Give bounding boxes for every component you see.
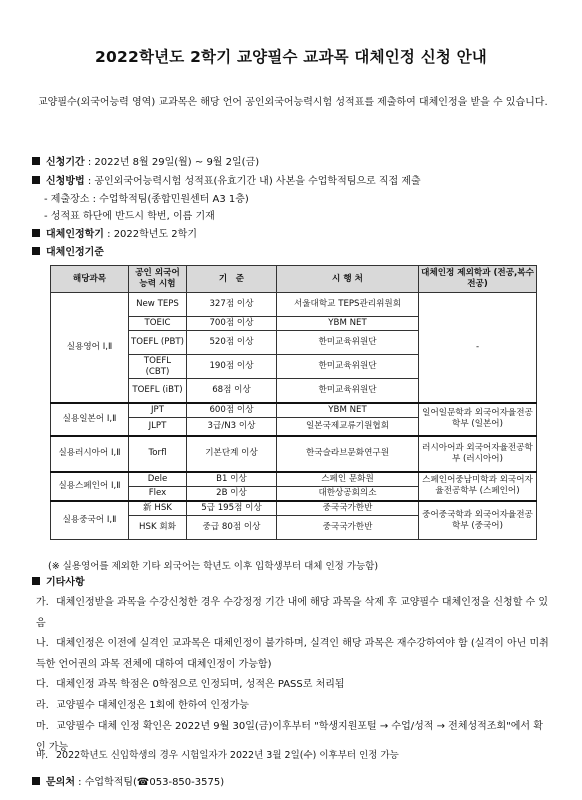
item-text: 대체인정은 이전에 실격인 교과목은 대체인정이 불가하며, 실격인 해당 과목은 재수강하여야 함 (실격이 아닌 미취득한 언어권의 과목 전체에 대하여 대체인정이 가능함) <box>36 638 549 670</box>
table-footnote: (※ 실용영어를 제외한 기타 외국어는 학년도 이후 입학생부터 대체 인정 가능함) <box>48 561 379 572</box>
item-mark: 가. <box>36 597 49 608</box>
standard-cell: 600점 이상 <box>187 403 277 418</box>
standard-cell: 520점 이상 <box>187 331 277 355</box>
org-cell: 중국국가한반 <box>277 516 419 540</box>
exam-cell: JLPT <box>129 418 187 436</box>
square-bullet-icon <box>32 176 40 184</box>
subject-russian: 실용러시아어 Ⅰ,Ⅱ <box>51 436 129 472</box>
table-row <box>51 403 537 418</box>
standard-cell: 68점 이상 <box>187 379 277 404</box>
subject-spanish: 실용스페인어 Ⅰ,Ⅱ <box>51 472 129 502</box>
excluded-english: - <box>419 293 537 404</box>
standard-cell: 2B 이상 <box>187 486 277 501</box>
etc-label: 기타사항 <box>46 577 85 588</box>
contact-value: : 수업학적팀(☎053-850-3575) <box>74 777 225 788</box>
org-cell: YBM NET <box>277 403 419 418</box>
table-row <box>51 293 537 317</box>
submit-place: - 제출장소 : 수업학적팀(종합민원센터 A3 1층) <box>44 194 249 205</box>
list-item <box>36 695 552 716</box>
name-note: - 성적표 하단에 반드시 학번, 이름 기재 <box>44 211 215 222</box>
standard-cell: 5급 195점 이상 <box>187 501 277 516</box>
exam-cell: Torfl <box>129 436 187 472</box>
header-subject: 해당과목 <box>51 266 129 293</box>
table-row <box>51 501 537 516</box>
standard-cell: 190점 이상 <box>187 355 277 379</box>
section-contact <box>32 775 224 791</box>
org-cell: 스페인 문화원 <box>277 472 419 487</box>
standard-cell: 327점 이상 <box>187 293 277 317</box>
exam-cell: TOEFL (PBT) <box>129 331 187 355</box>
standard-cell: 기본단계 이상 <box>187 436 277 472</box>
standard-cell: 3급/N3 이상 <box>187 418 277 436</box>
excluded-spanish: 스페인어중남미학과 외국어자율전공학부 (스페인어) <box>419 472 537 502</box>
section-etc <box>32 575 85 591</box>
item-text: 대체인정 과목 학점은 0학점으로 인정되며, 성적은 PASS로 처리됨 <box>56 679 345 690</box>
org-cell: YBM NET <box>277 317 419 331</box>
contact-label: 문의처 <box>46 777 75 788</box>
header-org: 시 행 처 <box>277 266 419 293</box>
section-semester <box>32 227 197 243</box>
org-cell: 일본국제교류기원협회 <box>277 418 419 436</box>
method-value: : 공인외국어능력시험 성적표(유효기간 내) 사본을 수업학적팀으로 직접 제출 <box>84 176 421 187</box>
header-exam: 공인 외국어 능력 시험 <box>129 266 187 293</box>
exam-cell: TOEFL (CBT) <box>129 355 187 379</box>
excluded-russian: 러시아어과 외국어자율전공학부 (러시아어) <box>419 436 537 472</box>
exam-cell: 新 HSK <box>129 501 187 516</box>
section-criteria <box>32 245 104 261</box>
item-mark: 바. <box>36 750 49 761</box>
org-cell: 한미교육위원단 <box>277 355 419 379</box>
square-bullet-icon <box>32 777 40 785</box>
section-period <box>32 155 259 171</box>
square-bullet-icon <box>32 157 40 165</box>
semester-value: : 2022학년도 2학기 <box>103 229 197 240</box>
exam-cell: Dele <box>129 472 187 487</box>
exam-cell: JPT <box>129 403 187 418</box>
org-cell: 한미교육위원단 <box>277 331 419 355</box>
list-item <box>36 674 552 695</box>
standard-cell: 중급 80점 이상 <box>187 516 277 540</box>
item-mark: 마. <box>36 721 49 732</box>
table-header-row <box>51 266 537 293</box>
standard-cell: 700점 이상 <box>187 317 277 331</box>
item-mark: 다. <box>36 679 49 690</box>
list-item <box>36 745 552 766</box>
period-label: 신청기간 <box>46 157 85 168</box>
item-text: 2022학년도 신입학생의 경우 시험일자가 2022년 3월 2일(수) 이후부터 인정 가능 <box>56 750 399 761</box>
item-text: 교양필수 대체인정은 1회에 한하여 인정가능 <box>56 700 249 711</box>
item-mark: 라. <box>36 700 49 711</box>
org-cell: 한국슬라브문화연구원 <box>277 436 419 472</box>
org-cell: 중국국가한반 <box>277 501 419 516</box>
subject-japanese: 실용일본어 Ⅰ,Ⅱ <box>51 403 129 436</box>
header-standard: 기 준 <box>187 266 277 293</box>
intro-paragraph: 교양필수(외국어능력 영역) 교과목은 해당 언어 공인외국어능력시험 성적표를 제출하여 대체인정을 받을 수 있습니다. <box>38 97 548 108</box>
table-row <box>51 472 537 487</box>
square-bullet-icon <box>32 577 40 585</box>
criteria-label: 대체인정기준 <box>46 247 104 258</box>
header-excluded: 대체인정 제외학과 (전공,복수전공) <box>419 266 537 293</box>
org-cell: 한미교육위원단 <box>277 379 419 404</box>
method-label: 신청방법 <box>46 176 85 187</box>
subject-english: 실용영어 Ⅰ,Ⅱ <box>51 293 129 404</box>
exam-cell: TOEFL (iBT) <box>129 379 187 404</box>
item-text: 교양필수 대체 인정 확인은 2022년 9월 30일(금)이후부터 "학생지원포털 → 수업/성적 → 전체성적조회"에서 확인 가능 <box>36 721 543 753</box>
square-bullet-icon <box>32 247 40 255</box>
section-method <box>32 174 421 190</box>
exam-cell: TOEIC <box>129 317 187 331</box>
table-row <box>51 436 537 472</box>
subject-chinese: 실용중국어 Ⅰ,Ⅱ <box>51 501 129 540</box>
item-mark: 나. <box>36 638 49 649</box>
exam-cell: New TEPS <box>129 293 187 317</box>
criteria-table <box>50 265 537 540</box>
item-text: 대체인정받을 과목을 수강신청한 경우 수강정정 기간 내에 해당 과목을 삭제 후 교양필수 대체인정을 신청할 수 있음 <box>36 597 549 629</box>
page-title: 2022학년도 2학기 교양필수 교과목 대체인정 신청 안내 <box>95 48 487 66</box>
standard-cell: B1 이상 <box>187 472 277 487</box>
org-cell: 대한상공회의소 <box>277 486 419 501</box>
org-cell: 서울대학교 TEPS관리위원회 <box>277 293 419 317</box>
list-item <box>36 592 552 634</box>
period-value: : 2022년 8월 29일(월) ~ 9월 2일(금) <box>84 157 260 168</box>
square-bullet-icon <box>32 229 40 237</box>
exam-cell: Flex <box>129 486 187 501</box>
list-item <box>36 633 552 675</box>
exam-cell: HSK 회화 <box>129 516 187 540</box>
excluded-chinese: 중어중국학과 외국어자율전공학부 (중국어) <box>419 501 537 540</box>
semester-label: 대체인정학기 <box>46 229 104 240</box>
excluded-japanese: 일어일문학과 외국어자율전공학부 (일본어) <box>419 403 537 436</box>
